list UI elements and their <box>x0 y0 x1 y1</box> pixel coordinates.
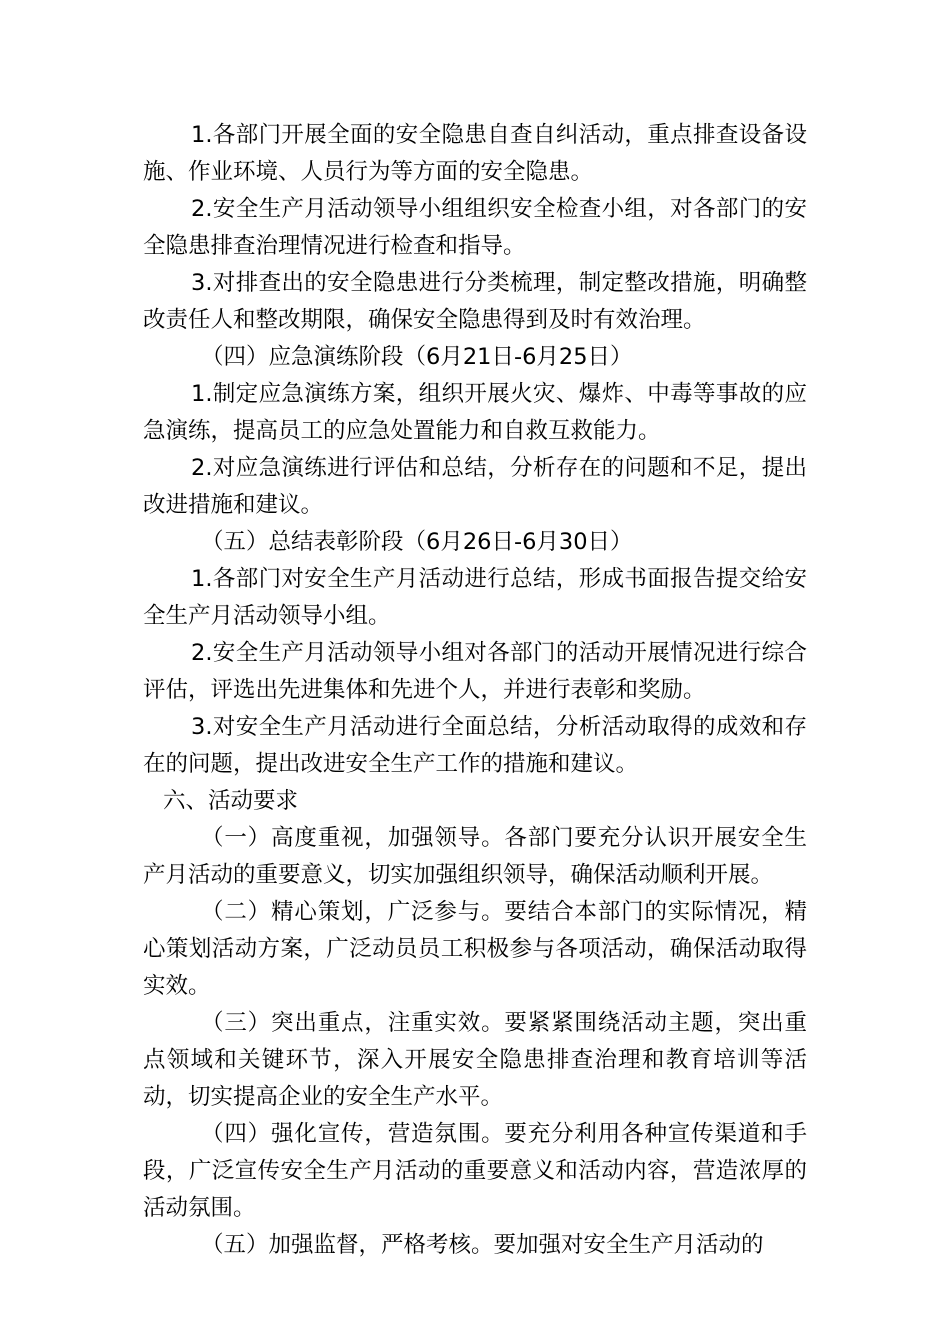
requirement-5: （五）加强监督，严格考核。要加强对安全生产月活动的 <box>201 1232 764 1258</box>
paragraph-3: 3.对排查出的安全隐患进行分类梳理，制定整改措施，明确整改责任人和整改期限，确保安全隐患得到及时有效治理。 <box>143 270 807 333</box>
chapter-heading-requirements: 六、活动要求 <box>163 788 299 814</box>
paragraph-7: 2.安全生产月活动领导小组对各部门的活动开展情况进行综合评估，评选出先进集体和先进个人，并进行表彰和奖励。 <box>143 640 807 703</box>
requirement-2: （二）精心策划，广泛参与。要结合本部门的实际情况，精心策划活动方案，广泛动员员工积极参与各项活动，确保活动取得实效。 <box>143 899 807 999</box>
paragraph-2: 2.安全生产月活动领导小组组织安全检查小组，对各部门的安全隐患排查治理情况进行检查和指导。 <box>143 196 807 259</box>
requirement-4: （四）强化宣传，营造氛围。要充分利用各种宣传渠道和手段，广泛宣传安全生产月活动的重要意义和活动内容，营造浓厚的活动氛围。 <box>143 1121 807 1221</box>
paragraph-5: 2.对应急演练进行评估和总结，分析存在的问题和不足，提出改进措施和建议。 <box>143 455 807 518</box>
requirement-3: （三）突出重点，注重实效。要紧紧围绕活动主题，突出重点领域和关键环节，深入开展安全隐患排查治理和教育培训等活动，切实提高企业的安全生产水平。 <box>143 1010 807 1110</box>
requirement-1: （一）高度重视，加强领导。各部门要充分认识开展安全生产月活动的重要意义，切实加强组织领导，确保活动顺利开展。 <box>143 825 807 888</box>
document-body <box>143 117 807 1264</box>
paragraph-4: 1.制定应急演练方案，组织开展火灾、爆炸、中毒等事故的应急演练，提高员工的应急处置能力和自救互救能力。 <box>143 381 807 444</box>
paragraph-6: 1.各部门对安全生产月活动进行总结，形成书面报告提交给安全生产月活动领导小组。 <box>143 566 807 629</box>
paragraph-8: 3.对安全生产月活动进行全面总结，分析活动取得的成效和存在的问题，提出改进安全生产工作的措施和建议。 <box>143 714 807 777</box>
paragraph-1: 1.各部门开展全面的安全隐患自查自纠活动，重点排查设备设施、作业环境、人员行为等方面的安全隐患。 <box>143 122 807 185</box>
section-heading-emergency-drill: （四）应急演练阶段（6月21日-6月25日） <box>201 344 633 370</box>
section-heading-summary: （五）总结表彰阶段（6月26日-6月30日） <box>201 529 633 555</box>
